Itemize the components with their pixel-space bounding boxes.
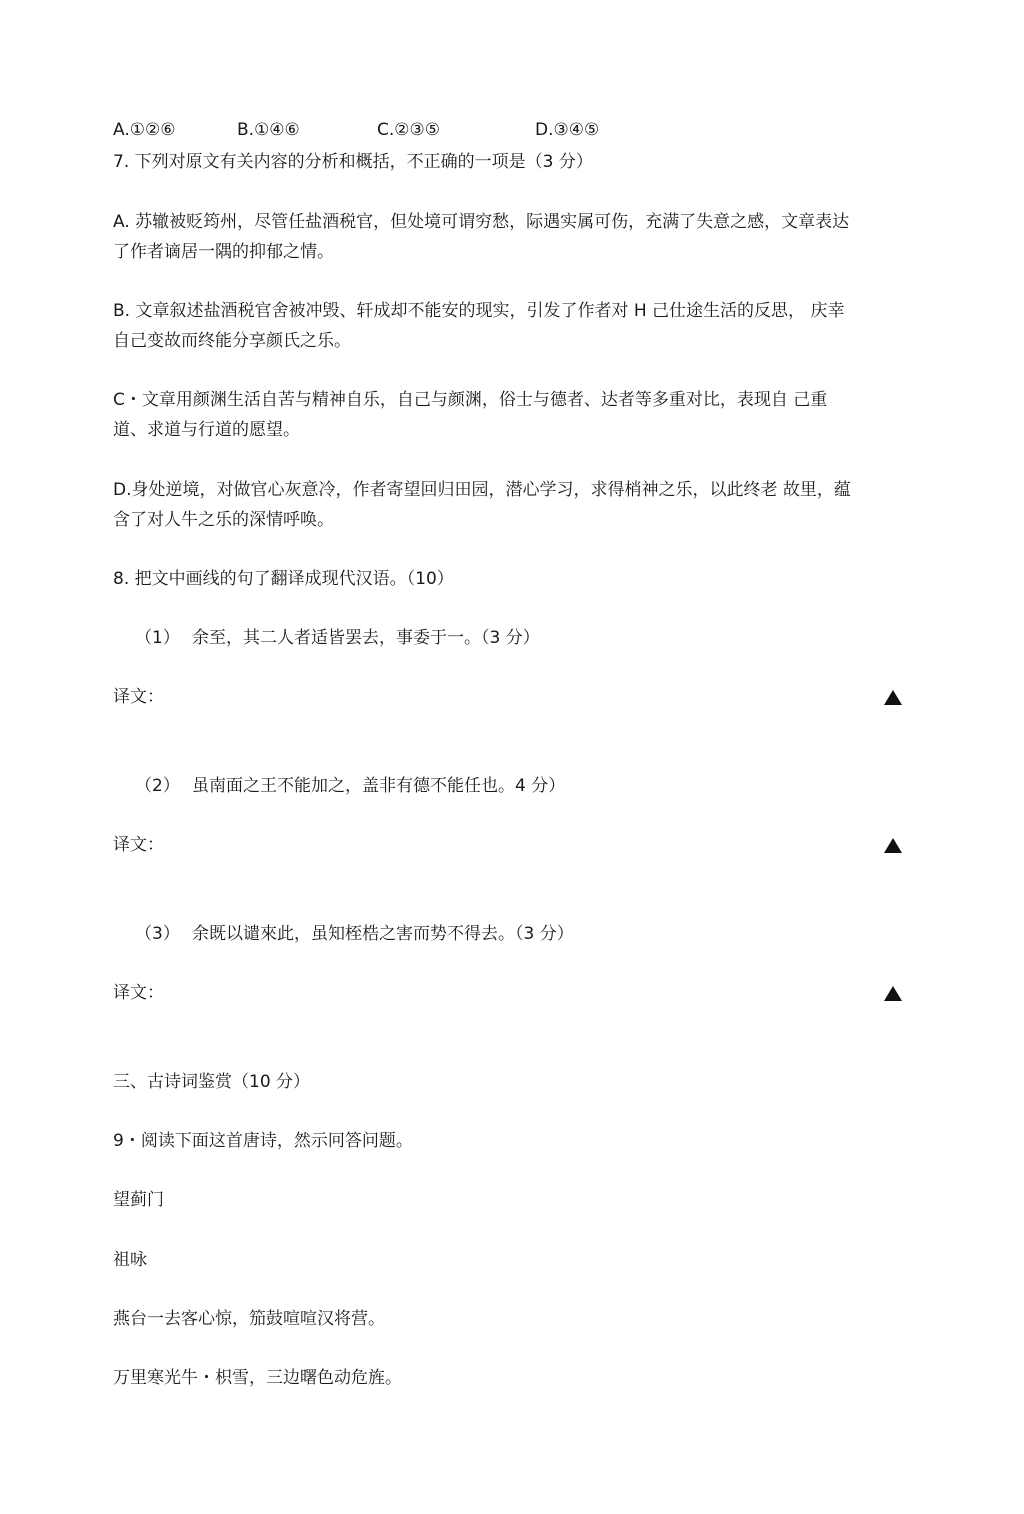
q8-item-2-text: 虽南面之王不能加之，盖非有德不能任也。4 分） — [192, 776, 566, 796]
q7-option-d-line2: 含了对人牛之乐的深情呼唤。 — [113, 510, 334, 530]
q8-item-3-text: 余既以谴來此，虽知桎梏之害而势不得去。（3 分） — [192, 924, 574, 944]
q6-option-c: C.②③⑤ — [377, 120, 440, 140]
q7-option-a-line2: 了作者谪居一隅的抑郁之情。 — [113, 242, 334, 262]
q7-option-b-line1: B. 文章叙述盐酒税官舍被冲毁、轩成却不能安的现实，引发了作者对 H 己仕途生活的反思， 庆幸 — [113, 301, 845, 321]
poem-line-1: 燕台一去客心惊，笳鼓喧喧汉将营。 — [113, 1309, 385, 1329]
q8-item-1-number: （1） — [135, 628, 180, 648]
q6-option-d: D.③④⑤ — [535, 120, 600, 140]
q8-item-2-number: （2） — [135, 776, 180, 796]
q8-item-3-number: （3） — [135, 924, 180, 944]
triangle-marker-icon — [884, 690, 902, 705]
q8-answer-label-2: 译文： — [113, 835, 164, 855]
q9-stem: 9・阅读下面这首唐诗，然示冋答问题。 — [113, 1131, 413, 1151]
q6-option-b: B.①④⑥ — [237, 120, 300, 140]
poem-title: 望蓟门 — [113, 1190, 164, 1210]
q7-option-c-line1: C・文章用颜渊生活自苦与精神自乐，自己与颜渊，俗士与德者、达者等多重对比，表现自 己重 — [113, 390, 828, 410]
q6-option-a: A.①②⑥ — [113, 120, 176, 140]
q7-option-a-line1: A. 苏辙被贬筠州，尽管任盐酒税官，但处境可谓穷愁，际遇实属可伤，充满了失意之感，文章表达 — [113, 212, 850, 232]
triangle-marker-icon — [884, 838, 902, 853]
q8-stem: 8. 把文中画线的句了翻译成现代汉语。（10） — [113, 569, 454, 589]
poem-author: 祖咏 — [113, 1250, 147, 1270]
q7-stem: 7. 下列对原文有关内容的分析和概括，不正确的一项是（3 分） — [113, 152, 593, 172]
q7-option-c-line2: 道、求道与行道的愿望。 — [113, 420, 300, 440]
q8-answer-label-3: 译文： — [113, 983, 164, 1003]
q8-answer-label-1: 译文： — [113, 687, 164, 707]
q7-option-b-line2: 自己变故而终能分享颜氏之乐。 — [113, 331, 351, 351]
section3-heading: 三、古诗词鉴赏（10 分） — [113, 1072, 311, 1092]
triangle-marker-icon — [884, 986, 902, 1001]
q8-item-1-text: 余至，其二人者适皆罢去，事委于一。（3 分） — [192, 628, 540, 648]
q7-option-d-line1: D.身处逆境，对做官心灰意冷，作者寄望回归田园，潜心学习，求得梢神之乐，以此终老 故里，蕴 — [113, 480, 851, 500]
poem-line-2: 万里寒光牛・枳雪，三边曙色动危旌。 — [113, 1368, 402, 1388]
